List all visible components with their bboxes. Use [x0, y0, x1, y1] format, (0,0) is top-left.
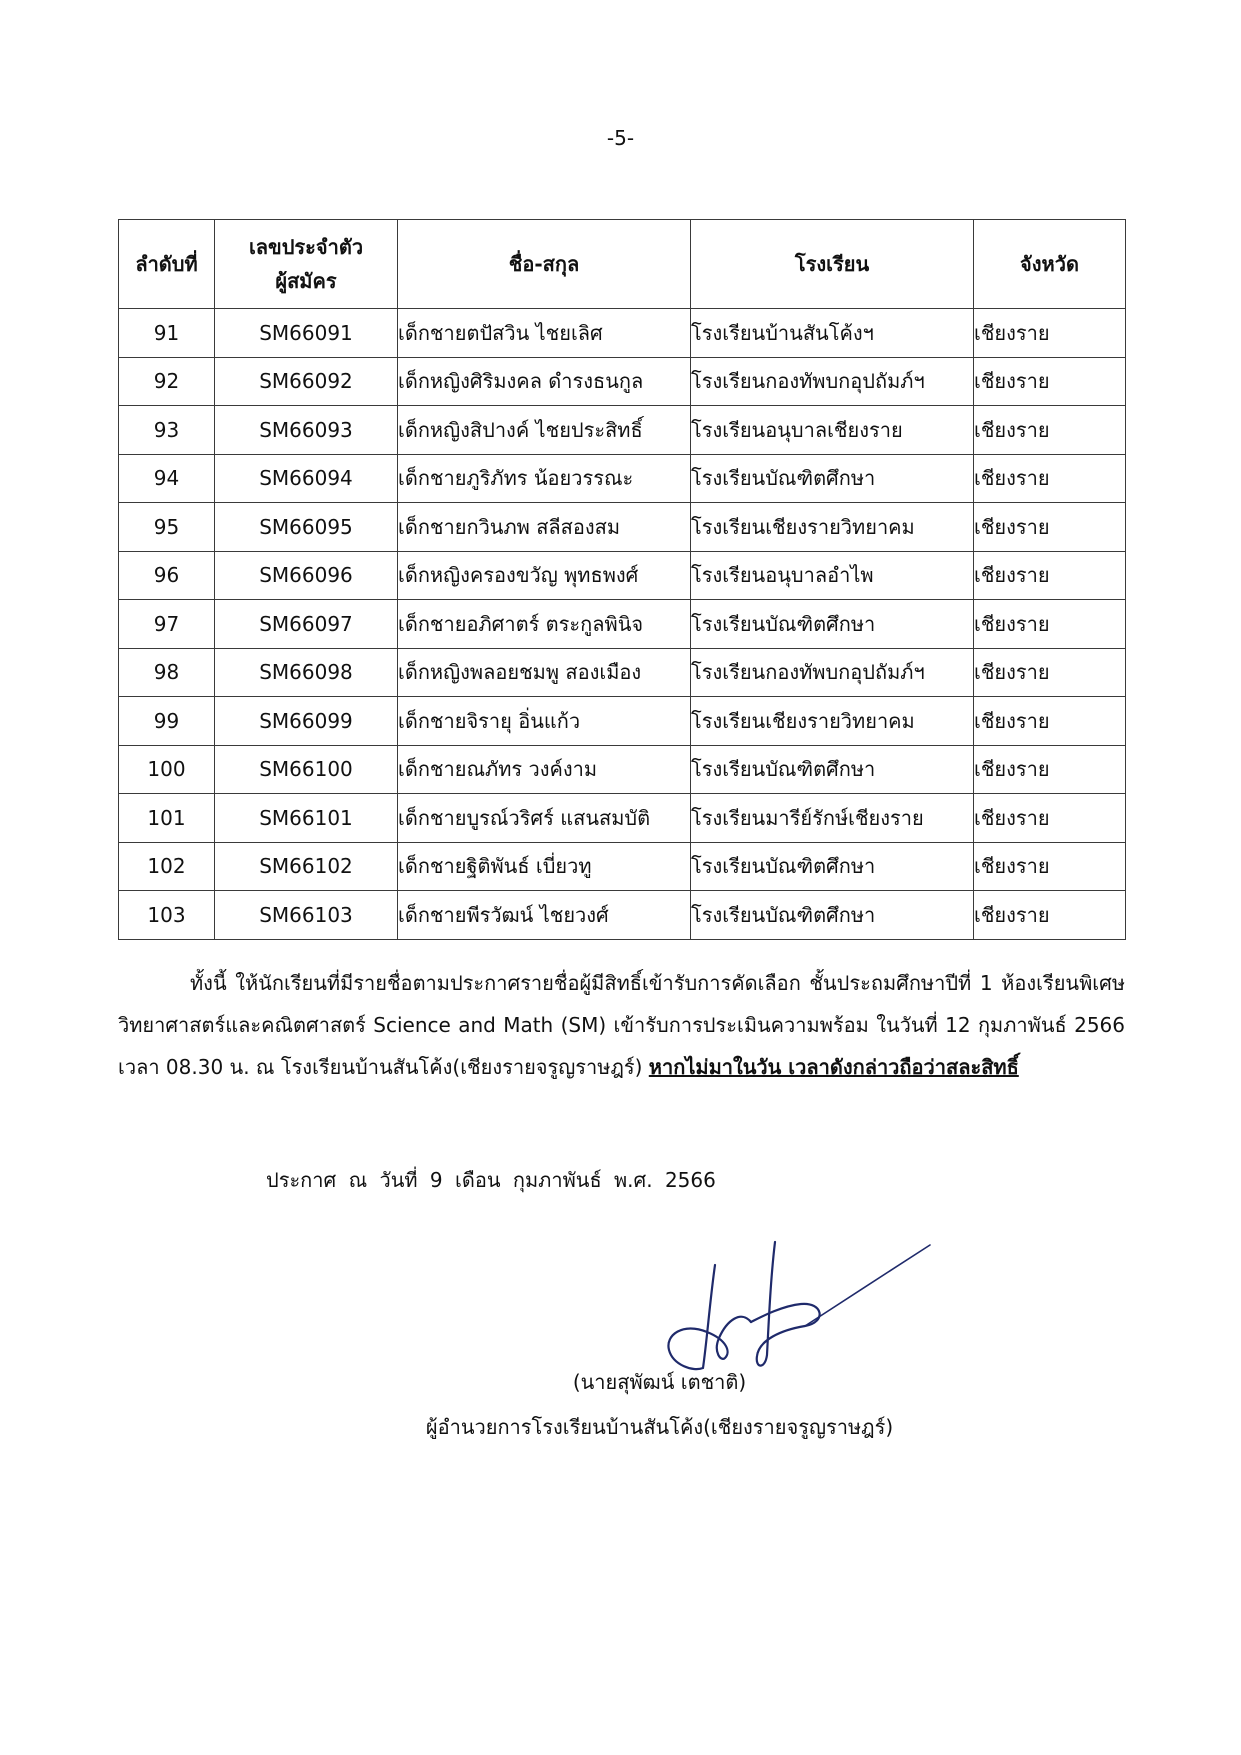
notice-paragraph [118, 962, 1125, 1088]
cell-applicant-id: SM66098 [215, 648, 398, 697]
table-body [119, 309, 1126, 940]
cell-order: 92 [119, 357, 215, 406]
cell-order: 97 [119, 600, 215, 649]
cell-applicant-id: SM66094 [215, 454, 398, 503]
cell-order: 100 [119, 745, 215, 794]
announcement-date: ประกาศ ณ วันที่ 9 เดือน กุมภาพันธ์ พ.ศ. 2566 [266, 1168, 716, 1192]
cell-name: เด็กหญิงศิริมงคล ดำรงธนกูล [398, 357, 691, 406]
table-row [119, 503, 1126, 552]
cell-province: เชียงราย [974, 406, 1126, 455]
cell-province: เชียงราย [974, 648, 1126, 697]
cell-province: เชียงราย [974, 357, 1126, 406]
cell-school: โรงเรียนบัณฑิตศึกษา [691, 454, 974, 503]
table-header-row [119, 220, 1126, 309]
cell-applicant-id: SM66092 [215, 357, 398, 406]
cell-province: เชียงราย [974, 551, 1126, 600]
cell-order: 96 [119, 551, 215, 600]
cell-order: 101 [119, 794, 215, 843]
cell-applicant-id: SM66095 [215, 503, 398, 552]
cell-school: โรงเรียนบ้านสันโค้งฯ [691, 309, 974, 358]
table-row [119, 309, 1126, 358]
page-number: -5- [606, 126, 635, 150]
table-row [119, 745, 1126, 794]
cell-province: เชียงราย [974, 794, 1126, 843]
cell-province: เชียงราย [974, 309, 1126, 358]
cell-applicant-id: SM66102 [215, 842, 398, 891]
cell-order: 94 [119, 454, 215, 503]
cell-school: โรงเรียนกองทัพบกอุปถัมภ์ฯ [691, 357, 974, 406]
cell-name: เด็กหญิงครองขวัญ พุทธพงศ์ [398, 551, 691, 600]
cell-order: 103 [119, 891, 215, 940]
cell-order: 91 [119, 309, 215, 358]
cell-name: เด็กหญิงสิปางค์ ไชยประสิทธิ์ [398, 406, 691, 455]
cell-name: เด็กหญิงพลอยชมพู สองเมือง [398, 648, 691, 697]
cell-name: เด็กชายกวินภพ สลีสองสม [398, 503, 691, 552]
cell-school: โรงเรียนเชียงรายวิทยาคม [691, 697, 974, 746]
cell-applicant-id: SM66093 [215, 406, 398, 455]
table-row [119, 648, 1126, 697]
cell-school: โรงเรียนเชียงรายวิทยาคม [691, 503, 974, 552]
notice-forfeit-warning: หากไม่มาในวัน เวลาดังกล่าวถือว่าสละสิทธิ์ [648, 1055, 1019, 1079]
cell-name: เด็กชายจิรายุ อิ่นแก้ว [398, 697, 691, 746]
table-row [119, 406, 1126, 455]
cell-name: เด็กชายบูรณ์วริศร์ แสนสมบัติ [398, 794, 691, 843]
cell-applicant-id: SM66099 [215, 697, 398, 746]
cell-province: เชียงราย [974, 745, 1126, 794]
cell-province: เชียงราย [974, 503, 1126, 552]
cell-province: เชียงราย [974, 842, 1126, 891]
signature [655, 1240, 935, 1375]
header-order: ลำดับที่ [119, 220, 215, 309]
cell-province: เชียงราย [974, 600, 1126, 649]
cell-name: เด็กชายณภัทร วงค์งาม [398, 745, 691, 794]
header-province: จังหวัด [974, 220, 1126, 309]
cell-name: เด็กชายภูริภัทร น้อยวรรณะ [398, 454, 691, 503]
header-name: ชื่อ-สกุล [398, 220, 691, 309]
table-row [119, 794, 1126, 843]
table-row [119, 842, 1126, 891]
cell-applicant-id: SM66097 [215, 600, 398, 649]
cell-applicant-id: SM66100 [215, 745, 398, 794]
header-applicant-id [215, 220, 398, 309]
cell-school: โรงเรียนกองทัพบกอุปถัมภ์ฯ [691, 648, 974, 697]
cell-school: โรงเรียนบัณฑิตศึกษา [691, 842, 974, 891]
cell-province: เชียงราย [974, 697, 1126, 746]
table-row [119, 551, 1126, 600]
cell-name: เด็กชายอภิศาตร์ ตระกูลพินิจ [398, 600, 691, 649]
cell-school: โรงเรียนบัณฑิตศึกษา [691, 600, 974, 649]
cell-applicant-id: SM66096 [215, 551, 398, 600]
cell-school: โรงเรียนบัณฑิตศึกษา [691, 745, 974, 794]
signer-position: ผู้อำนวยการโรงเรียนบ้านสันโค้ง(เชียงรายจรูญราษฎร์) [425, 1415, 894, 1439]
notice-body: ทั้งนี้ ให้นักเรียนที่มีรายชื่อตามประกาศรายชื่อผู้มีสิทธิ์เข้ารับการคัดเลือก ชั้นประถมศึกษาปีที่ 1 ห้องเรียนพิเศษวิทยาศาสตร์และคณิตศาสตร์ Science and Math (SM) เข้ารับการประเมินความพร้อม ในวันที่ 12 กุมภาพันธ์ 2566 เวลา 08.30 น. ณ โรงเรียนบ้านสันโค้ง(เชียงรายจรูญราษฎร์) [118, 971, 1125, 1079]
signer-name: (นายสุพัฒน์ เตชาติ) [572, 1370, 747, 1394]
cell-school: โรงเรียนบัณฑิตศึกษา [691, 891, 974, 940]
cell-order: 93 [119, 406, 215, 455]
cell-name: เด็กชายพีรวัฒน์ ไชยวงศ์ [398, 891, 691, 940]
table-row [119, 357, 1126, 406]
cell-order: 98 [119, 648, 215, 697]
table-row [119, 891, 1126, 940]
cell-school: โรงเรียนอนุบาลอำไพ [691, 551, 974, 600]
cell-applicant-id: SM66091 [215, 309, 398, 358]
cell-name: เด็กชายตปัสวิน ไชยเลิศ [398, 309, 691, 358]
cell-school: โรงเรียนมารีย์รักษ์เชียงราย [691, 794, 974, 843]
header-school: โรงเรียน [691, 220, 974, 309]
header-applicant-id-line2: ผู้สมัคร [275, 269, 337, 293]
cell-order: 99 [119, 697, 215, 746]
cell-province: เชียงราย [974, 454, 1126, 503]
table-row [119, 600, 1126, 649]
cell-order: 95 [119, 503, 215, 552]
candidate-table [118, 219, 1126, 940]
cell-province: เชียงราย [974, 891, 1126, 940]
cell-order: 102 [119, 842, 215, 891]
cell-school: โรงเรียนอนุบาลเชียงราย [691, 406, 974, 455]
table-row [119, 697, 1126, 746]
cell-name: เด็กชายฐิติพันธ์ เบี่ยวทู [398, 842, 691, 891]
header-applicant-id-line1: เลขประจำตัว [248, 235, 364, 259]
table-row [119, 454, 1126, 503]
cell-applicant-id: SM66101 [215, 794, 398, 843]
cell-applicant-id: SM66103 [215, 891, 398, 940]
